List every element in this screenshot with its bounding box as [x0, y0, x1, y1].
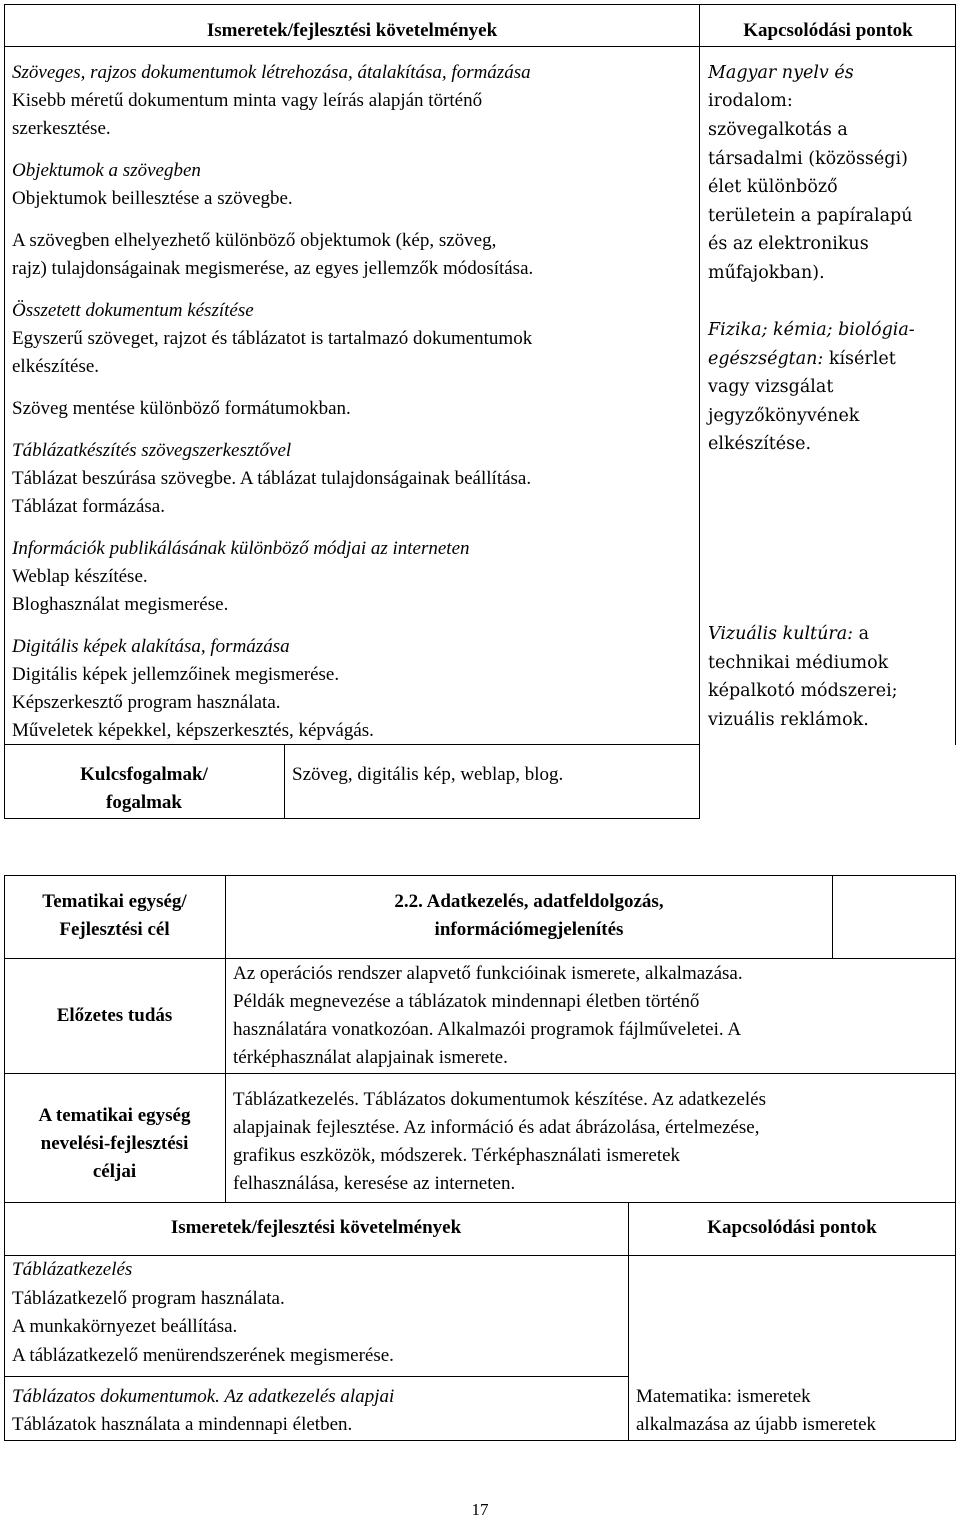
text-line: Képszerkesztő program használata. [12, 692, 281, 713]
text-line: szövegalkotás a [708, 120, 848, 140]
text-line: alkalmazása az újabb ismeretek [636, 1414, 877, 1435]
text-span: a [853, 624, 870, 644]
kulcsfogalmak-label: fogalmak [106, 792, 182, 813]
text-line: vagy vizsgálat [708, 377, 834, 397]
page-number: 17 [471, 1500, 489, 1519]
text-span: Vizuális kultúra: [708, 624, 854, 644]
text-line: szerkesztése. [12, 118, 111, 139]
text-line: Műveletek képekkel, képszerkesztés, képvágás. [12, 720, 374, 741]
text-line: Objektumok beillesztése a szövegbe. [12, 188, 293, 209]
text-line: térképhasználat alapjainak ismerete. [233, 1047, 508, 1068]
text-line: élet különböző [708, 177, 838, 197]
text-line: Weblap készítése. [12, 566, 148, 587]
text-line: Az operációs rendszer alapvető funkcióinak ismerete, alkalmazása. [233, 963, 743, 984]
text-line: Egyszerű szöveget, rajzot és táblázatot is tartalmazó dokumentumok [12, 328, 533, 349]
text-line: használatára vonatkozóan. Alkalmazói programok fájlműveletei. A [233, 1019, 742, 1040]
text-line: rajz) tulajdonságainak megismerése, az egyes jellemzők módosítása. [12, 258, 534, 279]
text-line: A munkakörnyezet beállítása. [12, 1316, 238, 1337]
text-line [708, 620, 869, 648]
kulcsfogalmak-value: Szöveg, digitális kép, weblap, blog. [292, 764, 564, 785]
table1-header-left: Ismeretek/fejlesztési követelmények [206, 20, 498, 41]
text-line: Objektumok a szövegben [12, 160, 201, 181]
text-line: műfajokban). [708, 263, 825, 283]
celok-label: A tematikai egység [38, 1105, 191, 1126]
text-span: egészségtan: [708, 349, 824, 369]
text-line: Bloghasználat megismerése. [12, 594, 229, 615]
text-line: elkészítése. [12, 356, 100, 377]
text-line: grafikus eszközök, módszerek. Térképhasználati ismeretek [233, 1145, 681, 1166]
table2-header-right: Kapcsolódási pontok [707, 1217, 877, 1238]
text-span: kísérlet [823, 349, 896, 369]
text-line: területein a papíralapú [708, 206, 913, 226]
text-line: Összetett dokumentum készítése [12, 300, 254, 321]
text-line: Digitális képek alakítása, formázása [12, 636, 290, 657]
text-line: képalkotó módszerei; [708, 681, 898, 701]
text-line: alapjainak fejlesztése. Az információ és adat ábrázolása, értelmezése, [233, 1117, 760, 1138]
text-line: Táblázatos dokumentumok. Az adatkezelés alapjai [12, 1386, 395, 1407]
text-line: felhasználása, keresése az interneten. [233, 1173, 516, 1194]
text-line: Fizika; kémia; biológia- [708, 320, 915, 340]
table1-header-right: Kapcsolódási pontok [743, 20, 913, 41]
celok-label: nevelési-fejlesztési [40, 1133, 189, 1154]
text-line: jegyzőkönyvének [708, 406, 860, 426]
kulcsfogalmak-label: Kulcsfogalmak/ [80, 764, 208, 785]
table2-header-left: Ismeretek/fejlesztési követelmények [170, 1217, 462, 1238]
text-line: Táblázat beszúrása szövegbe. A táblázat tulajdonságainak beállítása. [12, 468, 532, 489]
text-line: Táblázatkezelő program használata. [12, 1288, 285, 1309]
text-line: Digitális képek jellemzőinek megismerése. [12, 664, 340, 685]
text-line: Táblázatkezelés. Táblázatos dokumentumok készítése. Az adatkezelés [233, 1089, 767, 1110]
text-line: elkészítése. [708, 434, 812, 454]
text-line: Táblázatkészítés szövegszerkesztővel [12, 440, 292, 461]
text-line: technikai médiumok [708, 653, 889, 673]
text-line: vizuális reklámok. [708, 710, 869, 730]
text-line: Szöveg mentése különböző formátumokban. [12, 398, 351, 419]
text-line: Szöveges, rajzos dokumentumok létrehozása, átalakítása, formázása [12, 62, 531, 83]
tematikai-egyseg-value: 2.2. Adatkezelés, adatfeldolgozás, [394, 891, 664, 912]
text-line: Információk publikálásának különböző módjai az interneten [12, 538, 470, 559]
text-line: Magyar nyelv és [708, 63, 854, 83]
text-line: társadalmi (közösségi) [708, 149, 908, 169]
text-line: és az elektronikus [708, 234, 869, 254]
elozetes-tudas-label: Előzetes tudás [56, 1005, 173, 1026]
text-line: Táblázat formázása. [12, 496, 165, 517]
text-line: Matematika: ismeretek [636, 1386, 811, 1407]
tematikai-egyseg-label: Fejlesztési cél [59, 919, 170, 940]
text-line: Táblázatok használata a mindennapi életben. [12, 1414, 353, 1435]
text-line: irodalom: [708, 91, 793, 111]
tematikai-egyseg-value: információmegjelenítés [434, 919, 624, 940]
text-line: A táblázatkezelő menürendszerének megismerése. [12, 1345, 394, 1366]
tematikai-egyseg-label: Tematikai egység/ [42, 891, 187, 912]
text-line [708, 345, 896, 373]
text-line: A szövegben elhelyezhető különböző objektumok (kép, szöveg, [12, 230, 497, 251]
text-line: Táblázatkezelés [12, 1259, 133, 1280]
text-line: Kisebb méretű dokumentum minta vagy leírás alapján történő [12, 90, 483, 111]
celok-label: céljai [92, 1161, 137, 1182]
text-line: Példák megnevezése a táblázatok mindennapi életben történő [233, 991, 700, 1012]
